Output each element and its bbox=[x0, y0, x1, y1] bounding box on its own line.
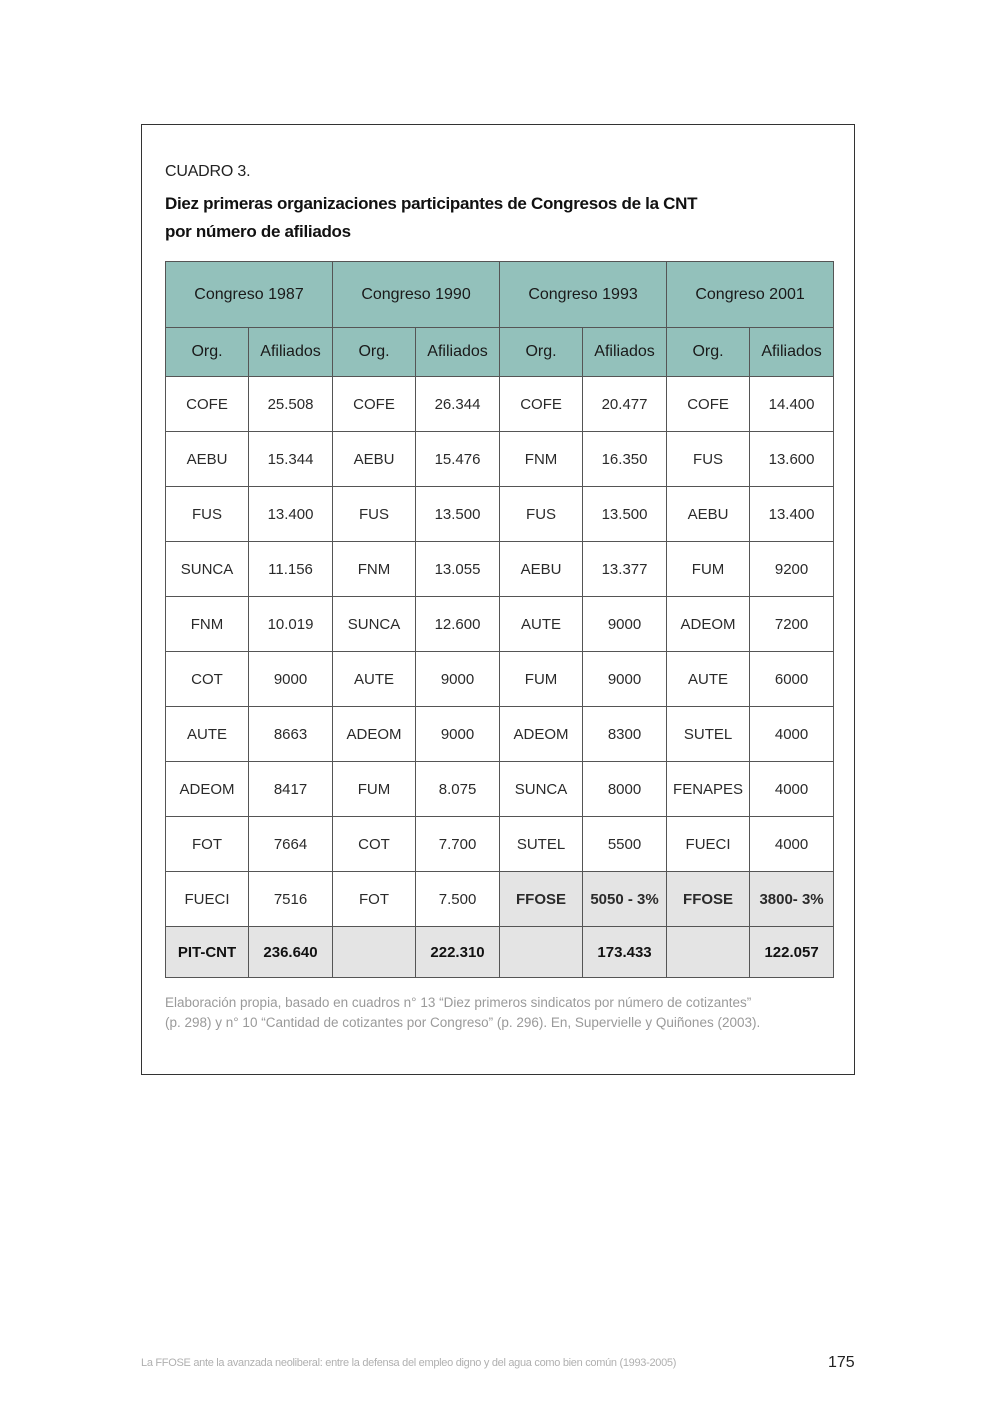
org-header: Org. bbox=[500, 328, 583, 377]
affiliates-cell: 10.019 bbox=[249, 597, 333, 652]
affiliates-cell: 4000 bbox=[750, 762, 834, 817]
affiliates-cell: 7.500 bbox=[416, 872, 500, 927]
table-row bbox=[166, 762, 834, 817]
affiliates-cell: 7516 bbox=[249, 872, 333, 927]
org-cell: ADEOM bbox=[166, 762, 249, 817]
affiliates-cell: 13.377 bbox=[583, 542, 667, 597]
org-cell: AEBU bbox=[667, 487, 750, 542]
org-cell: FUECI bbox=[667, 817, 750, 872]
table-row bbox=[166, 652, 834, 707]
total-value-cell: 122.057 bbox=[750, 927, 834, 978]
affiliates-cell: 4000 bbox=[750, 817, 834, 872]
org-cell: AUTE bbox=[166, 707, 249, 762]
org-cell: COT bbox=[333, 817, 416, 872]
org-cell: FNM bbox=[500, 432, 583, 487]
total-empty-cell bbox=[667, 927, 750, 978]
org-cell: FUM bbox=[667, 542, 750, 597]
affiliates-cell: 9000 bbox=[416, 707, 500, 762]
table-label: CUADRO 3. bbox=[165, 163, 251, 180]
org-cell: FENAPES bbox=[667, 762, 750, 817]
affiliates-cell: 8000 bbox=[583, 762, 667, 817]
org-cell: FUM bbox=[333, 762, 416, 817]
congress-header-row bbox=[166, 262, 834, 328]
affiliates-cell: 9000 bbox=[583, 597, 667, 652]
affiliates-cell: 5500 bbox=[583, 817, 667, 872]
congress-header: Congreso 2001 bbox=[667, 262, 834, 328]
org-cell: FOT bbox=[333, 872, 416, 927]
affiliates-cell: 25.508 bbox=[249, 377, 333, 432]
affiliates-table bbox=[165, 261, 834, 978]
affiliates-header: Afiliados bbox=[583, 328, 667, 377]
affiliates-cell: 7.700 bbox=[416, 817, 500, 872]
source-line-1: Elaboración propia, basado en cuadros n° 13 “Diez primeros sindicatos por número de cotizantes” bbox=[165, 995, 752, 1010]
affiliates-cell: 16.350 bbox=[583, 432, 667, 487]
affiliates-cell: 13.055 bbox=[416, 542, 500, 597]
column-header-row bbox=[166, 328, 834, 377]
table-row bbox=[166, 487, 834, 542]
affiliates-cell: 15.344 bbox=[249, 432, 333, 487]
org-cell: FOT bbox=[166, 817, 249, 872]
org-cell: ADEOM bbox=[333, 707, 416, 762]
org-cell: SUTEL bbox=[667, 707, 750, 762]
org-cell: COFE bbox=[166, 377, 249, 432]
table-title bbox=[165, 190, 697, 246]
affiliates-cell: 7200 bbox=[750, 597, 834, 652]
affiliates-header: Afiliados bbox=[750, 328, 834, 377]
org-cell: FNM bbox=[166, 597, 249, 652]
table-row bbox=[166, 542, 834, 597]
title-line-1: Diez primeras organizaciones participantes de Congresos de la CNT bbox=[165, 194, 698, 213]
org-cell: AEBU bbox=[333, 432, 416, 487]
total-value-cell: 236.640 bbox=[249, 927, 333, 978]
org-cell: COT bbox=[166, 652, 249, 707]
total-empty-cell bbox=[500, 927, 583, 978]
affiliates-header: Afiliados bbox=[249, 328, 333, 377]
ffose-org-cell: FFOSE bbox=[667, 872, 750, 927]
affiliates-cell: 13.400 bbox=[249, 487, 333, 542]
total-empty-cell bbox=[333, 927, 416, 978]
affiliates-cell: 7664 bbox=[249, 817, 333, 872]
affiliates-cell: 4000 bbox=[750, 707, 834, 762]
affiliates-cell: 8.075 bbox=[416, 762, 500, 817]
affiliates-cell: 26.344 bbox=[416, 377, 500, 432]
table-row bbox=[166, 707, 834, 762]
org-cell: COFE bbox=[500, 377, 583, 432]
affiliates-cell: 9200 bbox=[750, 542, 834, 597]
page-number: 175 bbox=[828, 1354, 855, 1371]
org-cell: AUTE bbox=[333, 652, 416, 707]
title-line-2: por número de afiliados bbox=[165, 222, 351, 241]
congress-header: Congreso 1993 bbox=[500, 262, 667, 328]
total-row bbox=[166, 927, 834, 978]
affiliates-cell: 11.156 bbox=[249, 542, 333, 597]
org-header: Org. bbox=[166, 328, 249, 377]
table-body bbox=[166, 377, 834, 978]
ffose-org-cell: FFOSE bbox=[500, 872, 583, 927]
org-cell: SUTEL bbox=[500, 817, 583, 872]
congress-header: Congreso 1987 bbox=[166, 262, 333, 328]
table-row bbox=[166, 817, 834, 872]
table-row bbox=[166, 597, 834, 652]
affiliates-cell: 13.400 bbox=[750, 487, 834, 542]
org-cell: AUTE bbox=[667, 652, 750, 707]
affiliates-cell: 8417 bbox=[249, 762, 333, 817]
affiliates-cell: 15.476 bbox=[416, 432, 500, 487]
total-value-cell: 222.310 bbox=[416, 927, 500, 978]
affiliates-cell: 6000 bbox=[750, 652, 834, 707]
table-row bbox=[166, 377, 834, 432]
congress-header: Congreso 1990 bbox=[333, 262, 500, 328]
affiliates-cell: 12.600 bbox=[416, 597, 500, 652]
affiliates-cell: 13.500 bbox=[583, 487, 667, 542]
affiliates-cell: 20.477 bbox=[583, 377, 667, 432]
running-title: La FFOSE ante la avanzada neoliberal: entre la defensa del empleo digno y del agua como bien común (1993-2005) bbox=[141, 1357, 677, 1369]
table-row bbox=[166, 872, 834, 927]
org-header: Org. bbox=[333, 328, 416, 377]
org-cell: SUNCA bbox=[333, 597, 416, 652]
org-cell: FUS bbox=[166, 487, 249, 542]
org-cell: COFE bbox=[333, 377, 416, 432]
org-cell: FNM bbox=[333, 542, 416, 597]
org-cell: SUNCA bbox=[166, 542, 249, 597]
org-cell: COFE bbox=[667, 377, 750, 432]
org-cell: AEBU bbox=[166, 432, 249, 487]
table-row bbox=[166, 432, 834, 487]
affiliates-cell: 14.400 bbox=[750, 377, 834, 432]
affiliates-cell: 9000 bbox=[249, 652, 333, 707]
org-cell: FUM bbox=[500, 652, 583, 707]
total-value-cell: 173.433 bbox=[583, 927, 667, 978]
org-cell: AUTE bbox=[500, 597, 583, 652]
org-cell: ADEOM bbox=[667, 597, 750, 652]
ffose-affiliates-cell: 5050 - 3% bbox=[583, 872, 667, 927]
source-line-2: (p. 298) y n° 10 “Cantidad de cotizantes por Congreso” (p. 296). En, Supervielle y Quiñones (2003). bbox=[165, 1015, 761, 1030]
affiliates-cell: 9000 bbox=[583, 652, 667, 707]
affiliates-cell: 13.600 bbox=[750, 432, 834, 487]
affiliates-cell: 9000 bbox=[416, 652, 500, 707]
org-cell: FUS bbox=[333, 487, 416, 542]
org-cell: FUECI bbox=[166, 872, 249, 927]
org-cell: FUS bbox=[500, 487, 583, 542]
ffose-affiliates-cell: 3800- 3% bbox=[750, 872, 834, 927]
affiliates-cell: 13.500 bbox=[416, 487, 500, 542]
org-cell: ADEOM bbox=[500, 707, 583, 762]
total-label-cell: PIT-CNT bbox=[166, 927, 249, 978]
affiliates-cell: 8300 bbox=[583, 707, 667, 762]
source-note bbox=[165, 993, 845, 1033]
org-cell: FUS bbox=[667, 432, 750, 487]
org-cell: AEBU bbox=[500, 542, 583, 597]
affiliates-cell: 8663 bbox=[249, 707, 333, 762]
org-cell: SUNCA bbox=[500, 762, 583, 817]
affiliates-header: Afiliados bbox=[416, 328, 500, 377]
org-header: Org. bbox=[667, 328, 750, 377]
